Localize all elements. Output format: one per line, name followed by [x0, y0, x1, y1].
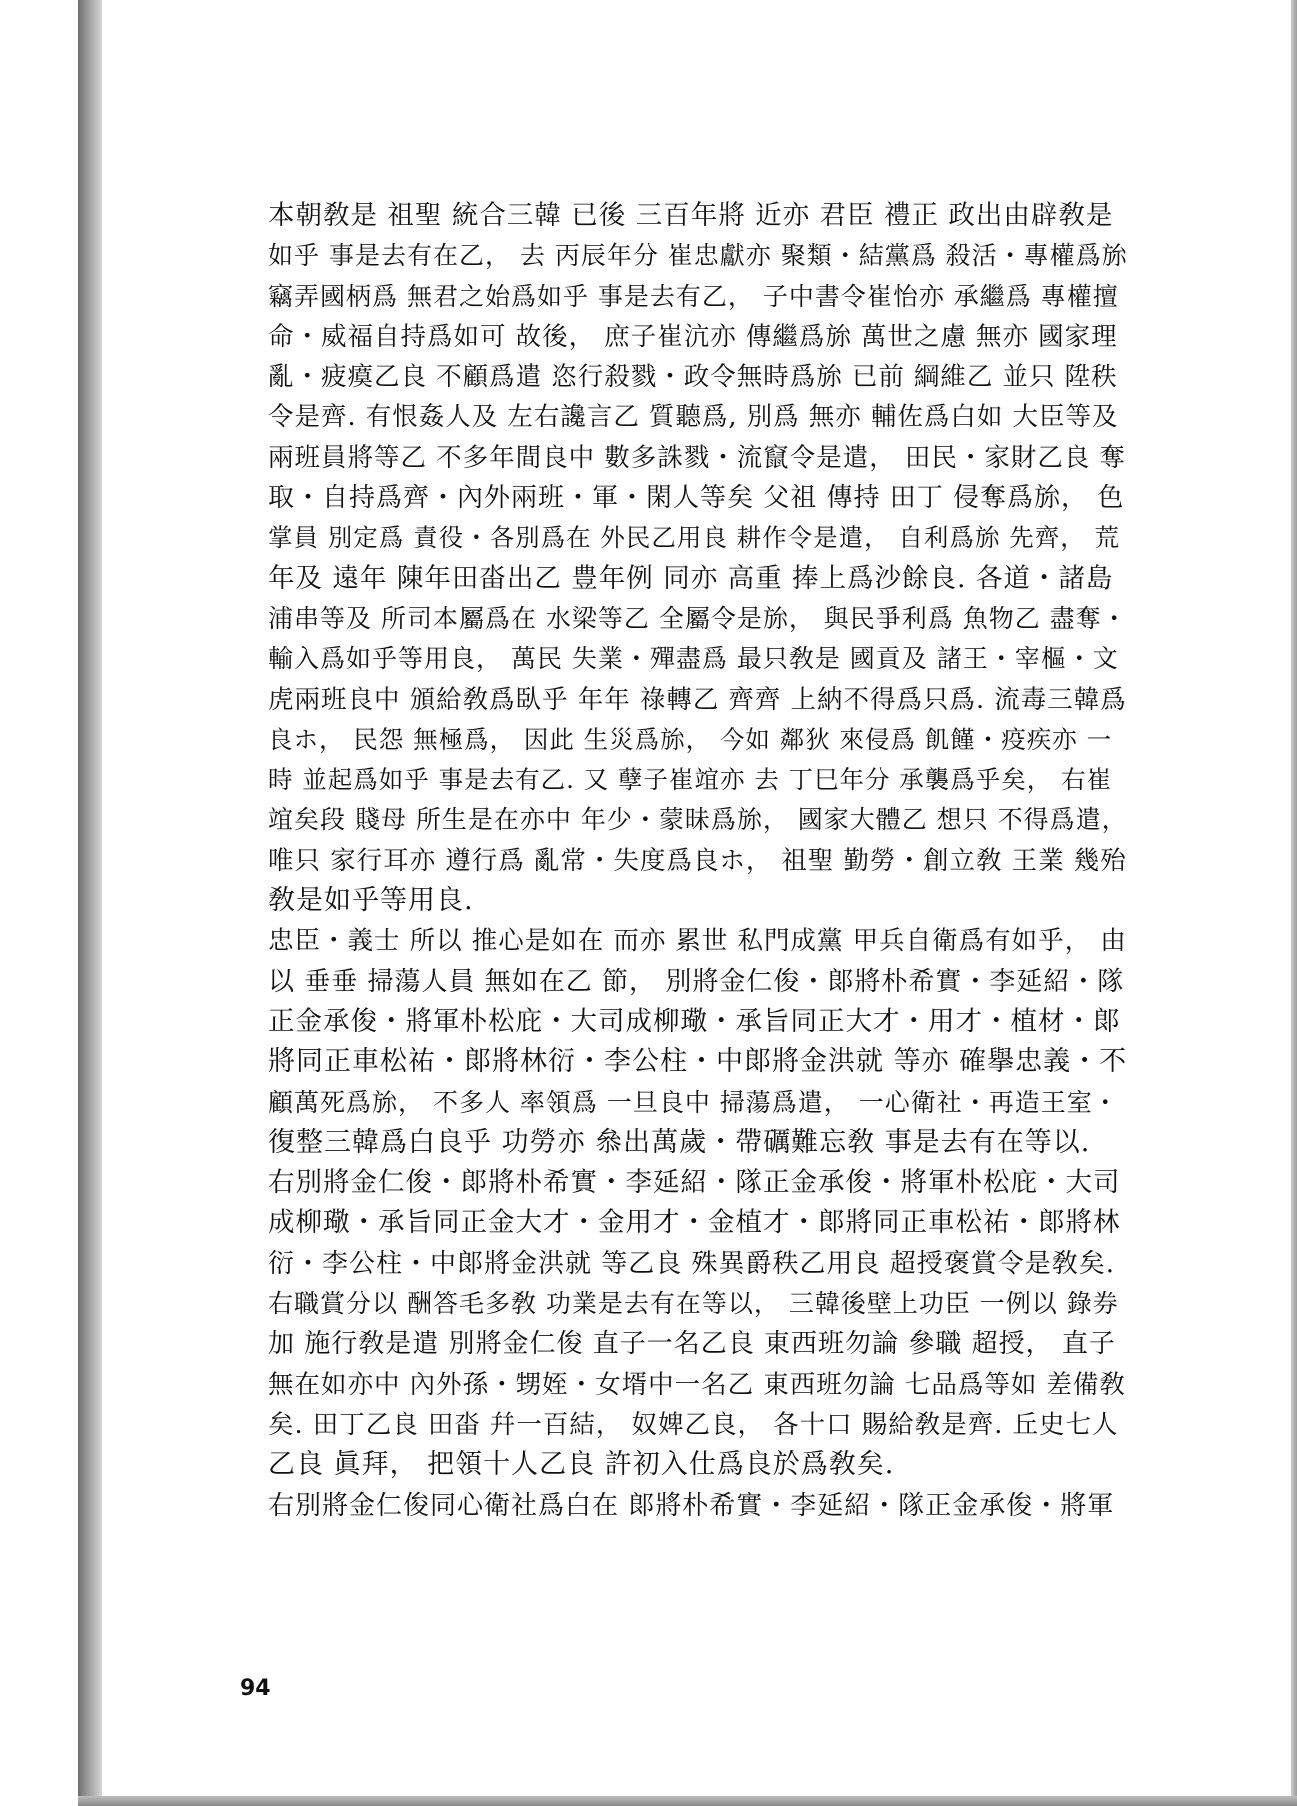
- text-line: 如乎 事是去有在乙， 去 丙辰年分 崔忠獻亦 聚類・結黨爲 殺活・專權爲旀: [268, 241, 1128, 271]
- paragraph: [268, 196, 1128, 921]
- text-line: 將同正車松祐・郞將林衍・李公柱・中郞將金洪就 等亦 確擧忠義・不: [268, 1046, 1128, 1078]
- text-line: 矣. 田丁乙良 田畓 幷一百結， 奴婢乙良， 各十口 賜給敎是齊. 丘史七人: [268, 1409, 1119, 1440]
- text-line: 衍・李公柱・中郞將金洪就 等乙良 殊異爵秩乙用良 超授褒賞令是敎矣.: [268, 1248, 1116, 1279]
- text-line: 以 垂垂 掃蕩人員 無如在乙 節， 別將金仁俊・郞將朴希實・李延紹・隊: [268, 966, 1125, 997]
- text-line: 無在如亦中 內外孫・甥姪・女壻中一名乙 東西班勿論 七品爲等如 差備敎: [268, 1369, 1126, 1400]
- text-line: 良ホ， 民怨 無極爲， 因此 生災爲旀， 今如 鄰狄 來侵爲 飢饉・疫疾亦 一: [268, 724, 1113, 754]
- text-line: 本朝敎是 祖聖 統合三韓 已後 三百年將 近亦 君臣 禮正 政出由辟敎是: [268, 200, 1114, 231]
- text-line: 成柳璥・承旨同正金大才・金用才・金植才・郞將同正車松祐・郞將林: [268, 1207, 1121, 1239]
- body-text: [268, 196, 1128, 1526]
- page-bottom-shadow: [78, 1796, 1297, 1806]
- text-line: 右別將金仁俊・郞將朴希實・李延紹・隊正金承俊・將軍朴松庇・大司: [268, 1167, 1121, 1199]
- paragraph: [268, 1163, 1128, 1485]
- text-line: 顧萬死爲旀， 不多人 率領爲 一旦良中 掃蕩爲遣， 一心衛社・再造王室・: [268, 1087, 1119, 1117]
- text-line: 正金承俊・將軍朴松庇・大司成柳璥・承旨同正大才・用才・植材・郞: [268, 1005, 1121, 1037]
- text-line: 唯只 家行耳亦 遵行爲 亂常・失度爲良ホ， 祖聖 勤勞・創立敎 王業 幾殆: [268, 845, 1127, 876]
- text-line: 兩班員將等乙 不多年間良中 數多誅戮・流竄令是遣， 田民・家財乙良 奪: [268, 442, 1126, 473]
- text-line: 命・威福自持爲如可 故後， 庶子崔沆亦 傳繼爲旀 萬世之慮 無亦 國家理: [268, 321, 1118, 352]
- text-line: 竊弄國柄爲 無君之始爲如乎 事是去有乙， 子中書令崔怡亦 承繼爲 專權擅: [268, 281, 1119, 311]
- text-line: 浦串等及 所司本屬爲在 水梁等乙 全屬令是旀， 與民爭利爲 魚物乙 盡奪・: [268, 603, 1128, 633]
- text-line: 右職賞分以 酬答毛多敎 功業是去有在等以， 三韓後壁上功臣 一例以 錄券: [268, 1289, 1119, 1319]
- text-line: 忠臣・義士 所以 推心是如在 而亦 累世 私門成黨 甲兵自衛爲有如乎， 由: [268, 926, 1127, 957]
- text-line: 乙良 眞拜， 把領十人乙良 許初入仕爲良於爲敎矣.: [268, 1449, 895, 1481]
- text-line: 竩矣段 賤母 所生是在亦中 年少・蒙昧爲旀， 國家大體乙 想只 不得爲遣，: [268, 805, 1128, 835]
- text-line: 時 並起爲如乎 事是去有乙. 又 孽子崔竩亦 去 丁巳年分 承襲爲乎矣， 右崔: [268, 765, 1113, 795]
- text-line: 加 施行敎是遣 別將金仁俊 直子一名乙良 東西班勿論 參職 超授， 直子: [268, 1329, 1116, 1360]
- text-line: 令是齊. 有恨姦人及 左右讒言乙 質聽爲, 別爲 無亦 輔佐爲白如 大臣等及: [268, 402, 1119, 433]
- text-line: 亂・疲瘼乙良 不顧爲遣 恣行殺戮・政令無時爲旀 已前 綱維乙 並只 陞秩: [268, 362, 1118, 393]
- page-right-edge: [1291, 0, 1297, 1800]
- paragraph: [268, 921, 1128, 1163]
- page-number: 94: [240, 1676, 271, 1701]
- text-line: 輸入爲如乎等用良， 萬民 失業・殫盡爲 最只敎是 國貢及 諸王・宰樞・文: [268, 644, 1119, 674]
- text-line: 取・自持爲齊・內外兩班・軍・閑人等矣 父祖 傳持 田丁 侵奪爲旀， 色: [268, 483, 1125, 514]
- text-line: 右別將金仁俊同心衛社爲白在 郞將朴希實・李延紹・隊正金承俊・將軍: [268, 1490, 1115, 1521]
- text-line: 年及 遠年 陳年田畓出乙 豊年例 同亦 高重 捧上爲沙餘良. 各道・諸島: [268, 562, 1114, 594]
- text-line: 復整三韓爲白良乎 功勞亦 叅出萬歲・帶礪難忘敎 事是去有在等以.: [268, 1126, 1091, 1158]
- text-line: 虎兩班良中 頒給敎爲臥乎 年年 祿轉乙 齊齊 上納不得爲只爲. 流毒三韓爲: [268, 684, 1127, 715]
- text-line: 敎是如乎等用良.: [268, 885, 474, 917]
- paragraph: [268, 1486, 1128, 1526]
- text-line: 掌員 別定爲 責役・各別爲在 外民乙用良 耕作令是遣， 自利爲旀 先齊， 荒: [268, 523, 1121, 553]
- book-spine-shadow: [78, 0, 102, 1800]
